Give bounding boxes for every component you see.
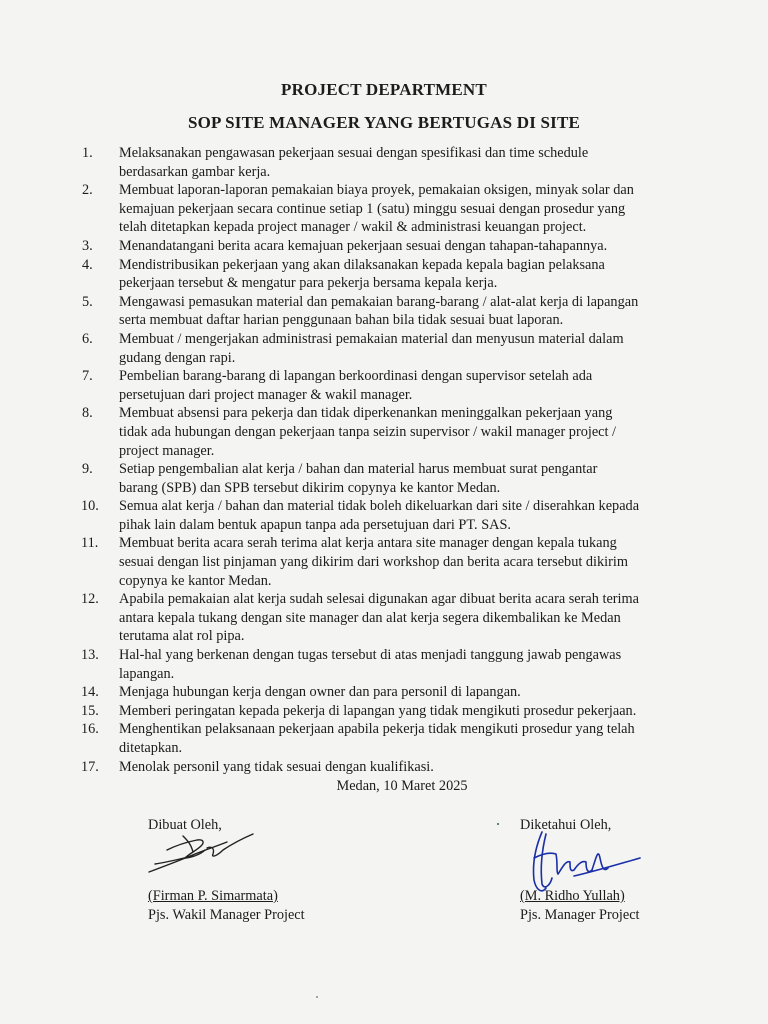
signatory-right-name: (M. Ridho Yullah) (520, 888, 625, 904)
sop-item-number: 5. (82, 293, 93, 310)
document-title: PROJECT DEPARTMENT (281, 80, 487, 99)
sop-item (82, 293, 702, 330)
sop-item-line: Menandatangani berita acara kemajuan pekerjaan sesuai dengan tahapan-tahapannya. (119, 237, 608, 254)
sop-item (82, 460, 702, 497)
sop-item-number: 10. (81, 498, 99, 515)
sop-item-line: Mengawasi pemasukan material dan pemakaian barang-barang / alat-alat kerja di lapangan (119, 293, 639, 310)
sop-item-number: 8. (82, 405, 93, 422)
sop-item (82, 702, 702, 721)
sop-item-number: 6. (82, 330, 93, 347)
signatory-left-label: Dibuat Oleh, (148, 817, 222, 833)
sop-item-line: sesuai dengan list pinjaman yang dikirim dari workshop dan berita acara tersebut dikirim (119, 554, 628, 571)
sop-item-line: Menghentikan pelaksanaan pekerjaan apabila pekerja tidak mengikuti prosedur yang telah (119, 721, 635, 738)
sop-item-number: 2. (82, 182, 93, 199)
sop-item-line: pekerjaan tersebut & mengatur para pekerja bersama kepala kerja. (119, 275, 498, 292)
sop-item-line: Pembelian barang-barang di lapangan berkoordinasi dengan supervisor setelah ada (119, 368, 593, 385)
signatory-left-role: Pjs. Wakil Manager Project (148, 907, 305, 923)
sop-item-line: copynya ke kantor Medan. (119, 572, 272, 589)
sop-item (82, 534, 702, 590)
sop-item (82, 404, 702, 460)
sop-item (82, 144, 702, 181)
sop-item-line: Apabila pemakaian alat kerja sudah selesai digunakan agar dibuat berita acara serah terima (119, 591, 640, 608)
sop-item-number: 13. (81, 647, 99, 664)
sop-item-line: telah ditetapkan kepada project manager / wakil & administrasi keuangan project. (119, 219, 587, 236)
document-subtitle: SOP SITE MANAGER YANG BERTUGAS DI SITE (187, 113, 581, 132)
sop-item-line: Hal-hal yang berkenan dengan tugas tersebut di atas menjadi tanggung jawab pengawas (119, 647, 622, 664)
signatory-right-label: Diketahui Oleh, (520, 817, 612, 833)
place-date: Medan, 10 Maret 2025 (336, 778, 468, 794)
scan-speck (497, 823, 499, 825)
sop-item-number: 14. (81, 684, 99, 701)
sop-item-line: Membuat berita acara serah terima alat kerja antara site manager dengan kepala tukang (119, 535, 617, 552)
sop-item (82, 758, 702, 777)
sop-item-number: 3. (82, 237, 93, 254)
sop-item (82, 497, 702, 534)
sop-item-line: persetujuan dari project manager & wakil manager. (119, 386, 413, 403)
sop-item-line: gudang dengan rapi. (119, 349, 236, 366)
sop-item-line: project manager. (119, 442, 215, 459)
sop-item (82, 237, 702, 256)
sop-item-number: 16. (81, 721, 99, 738)
sop-item-line: ditetapkan. (119, 740, 183, 756)
sop-item (82, 720, 702, 757)
sop-item-line: Membuat laporan-laporan pemakaian biaya proyek, pemakaian oksigen, minyak solar dan (119, 182, 634, 199)
sop-item (82, 256, 702, 293)
sop-item (82, 683, 702, 702)
signature-ridho-icon (512, 828, 644, 900)
scan-speck (316, 996, 318, 998)
sop-item-line: antara kepala tukang dengan site manager dan alat kerja segera dikembalikan ke Medan (119, 609, 621, 626)
sop-item (82, 367, 702, 404)
sop-item-number: 4. (82, 256, 93, 273)
sop-item-line: barang (SPB) dan SPB tersebut dikirim copynya ke kantor Medan. (119, 479, 501, 496)
sop-item (82, 646, 702, 683)
sop-item-number: 11. (81, 535, 99, 552)
sop-item-number: 17. (81, 758, 99, 775)
sop-item-number: 1. (82, 145, 93, 161)
signatory-right-role: Pjs. Manager Project (520, 907, 640, 923)
sop-item-line: kemajuan pekerjaan secara continue setiap 1 (satu) minggu sesuai dengan prosedur yang (119, 200, 626, 217)
sop-item-line: lapangan. (119, 665, 175, 682)
sop-item-line: tidak ada hubungan dengan pekerjaan tanpa seizin supervisor / wakil manager project / (119, 423, 617, 440)
sop-item (82, 590, 702, 646)
signature-firman-icon (145, 828, 257, 878)
sop-item-line: Memberi peringatan kepada pekerja di lapangan yang tidak mengikuti prosedur pekerjaan. (119, 702, 637, 719)
sop-item-line: serta membuat daftar harian penggunaan bahan bila tidak sesuai buat laporan. (119, 312, 564, 329)
sop-item (82, 181, 702, 237)
sop-item-line: pihak lain dalam bentuk apapun tanpa ada persetujuan dari PT. SAS. (119, 516, 511, 533)
sop-item-line: Melaksanakan pengawasan pekerjaan sesuai dengan spesifikasi dan time schedule (119, 145, 589, 161)
sop-list (82, 144, 702, 776)
sop-item-line: Setiap pengembalian alat kerja / bahan dan material harus membuat surat pengantar (119, 461, 598, 478)
sop-item-line: Membuat absensi para pekerja dan tidak diperkenankan meninggalkan pekerjaan yang (119, 405, 613, 422)
sop-item-line: Menolak personil yang tidak sesuai dengan kualifikasi. (119, 758, 434, 775)
sop-item-number: 12. (81, 591, 99, 608)
sop-item-line: Menjaga hubungan kerja dengan owner dan para personil di lapangan. (119, 684, 521, 701)
sop-item-line: terutama alat rol pipa. (119, 628, 245, 645)
sop-item (82, 330, 702, 367)
sop-item-number: 7. (82, 368, 93, 385)
sop-item-number: 15. (81, 702, 99, 719)
sop-item-line: Membuat / mengerjakan administrasi pemakaian material dan menyusun material dalam (119, 330, 624, 347)
sop-item-line: Semua alat kerja / bahan dan material tidak boleh dikeluarkan dari site / diserahkan kepada (119, 498, 640, 515)
signatory-left-name: (Firman P. Simarmata) (148, 888, 278, 904)
sop-item-number: 9. (82, 461, 93, 478)
sop-item-line: berdasarkan gambar kerja. (119, 163, 271, 180)
sop-item-line: Mendistribusikan pekerjaan yang akan dilaksanakan kepada kepala bagian pelaksana (119, 256, 605, 273)
